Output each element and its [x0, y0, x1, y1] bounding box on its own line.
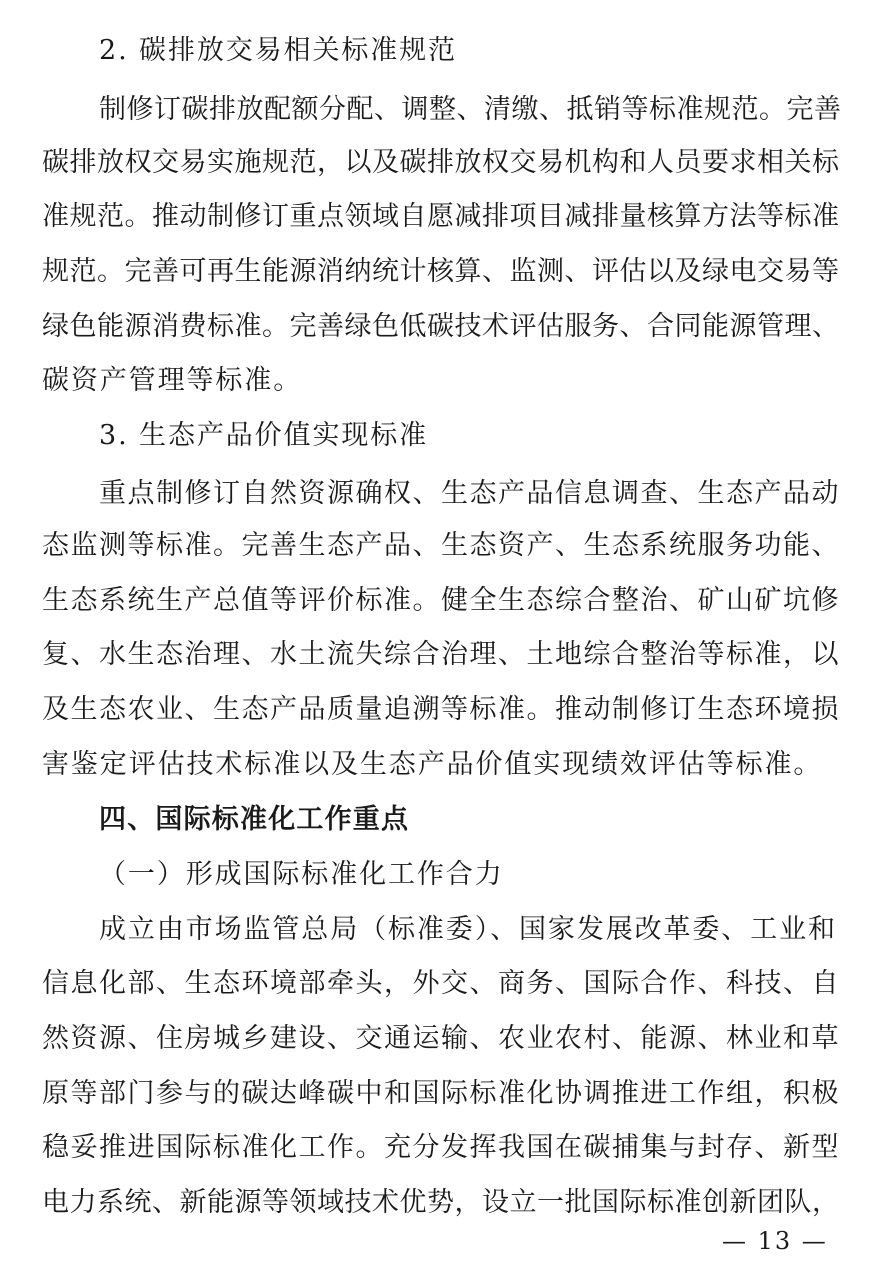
paragraph-line: 规范。完善可再生能源消纳统计核算、监测、评估以及绿电交易等	[42, 256, 840, 287]
paragraph-line: 及生态农业、生态产品质量追溯等标准。推动制修订生态环境损	[42, 694, 840, 725]
paragraph-line: 生态系统生产总值等评价标准。健全生态综合整治、矿山矿坑修	[42, 585, 840, 616]
paragraph-line: 成立由市场监管总局（标准委）、国家发展改革委、工业和	[99, 914, 837, 945]
paragraph-line: 信息化部、生态环境部牵头，外交、商务、国际合作、科技、自	[42, 968, 840, 999]
chapter-heading-international-standardization: 四、国际标准化工作重点	[99, 804, 410, 835]
paragraph-line: 稳妥推进国际标准化工作。充分发挥我国在碳捕集与封存、新型	[42, 1132, 840, 1163]
section-heading-carbon-trading-standards: 2. 碳排放交易相关标准规范	[99, 35, 457, 66]
paragraph-line: 原等部门参与的碳达峰碳中和国际标准化协调推进工作组，积极	[42, 1078, 840, 1109]
paragraph-line: 态监测等标准。完善生态产品、生态资产、生态系统服务功能、	[42, 530, 840, 561]
paragraph-line: 复、水生态治理、水土流失综合治理、土地综合整治等标准，以	[42, 639, 840, 670]
paragraph-line: 害鉴定评估技术标准以及生态产品价值实现绩效评估等标准。	[42, 749, 823, 780]
paragraph-line: 绿色能源消费标准。完善绿色低碳技术评估服务、合同能源管理、	[42, 311, 840, 342]
paragraph-line: 电力系统、新能源等领域技术优势，设立一批国际标准创新团队，	[42, 1187, 840, 1218]
paragraph-line: 然资源、住房城乡建设、交通运输、农业农村、能源、林业和草	[42, 1023, 840, 1054]
section-heading-ecological-product-value: 3. 生态产品价值实现标准	[99, 420, 429, 451]
subsection-heading-joint-effort: （一）形成国际标准化工作合力	[99, 859, 504, 890]
page-number: — 13 —	[722, 1227, 828, 1255]
paragraph-line: 碳资产管理等标准。	[42, 365, 303, 396]
paragraph-line: 碳排放权交易实施规范，以及碳排放权交易机构和人员要求相关标	[42, 147, 840, 178]
paragraph-line: 重点制修订自然资源确权、生态产品信息调查、生态产品动	[99, 478, 840, 509]
paragraph-line: 准规范。推动制修订重点领域自愿减排项目减排量核算方法等标准	[42, 201, 840, 232]
paragraph-line: 制修订碳排放配额分配、调整、清缴、抵销等标准规范。完善	[99, 94, 842, 125]
